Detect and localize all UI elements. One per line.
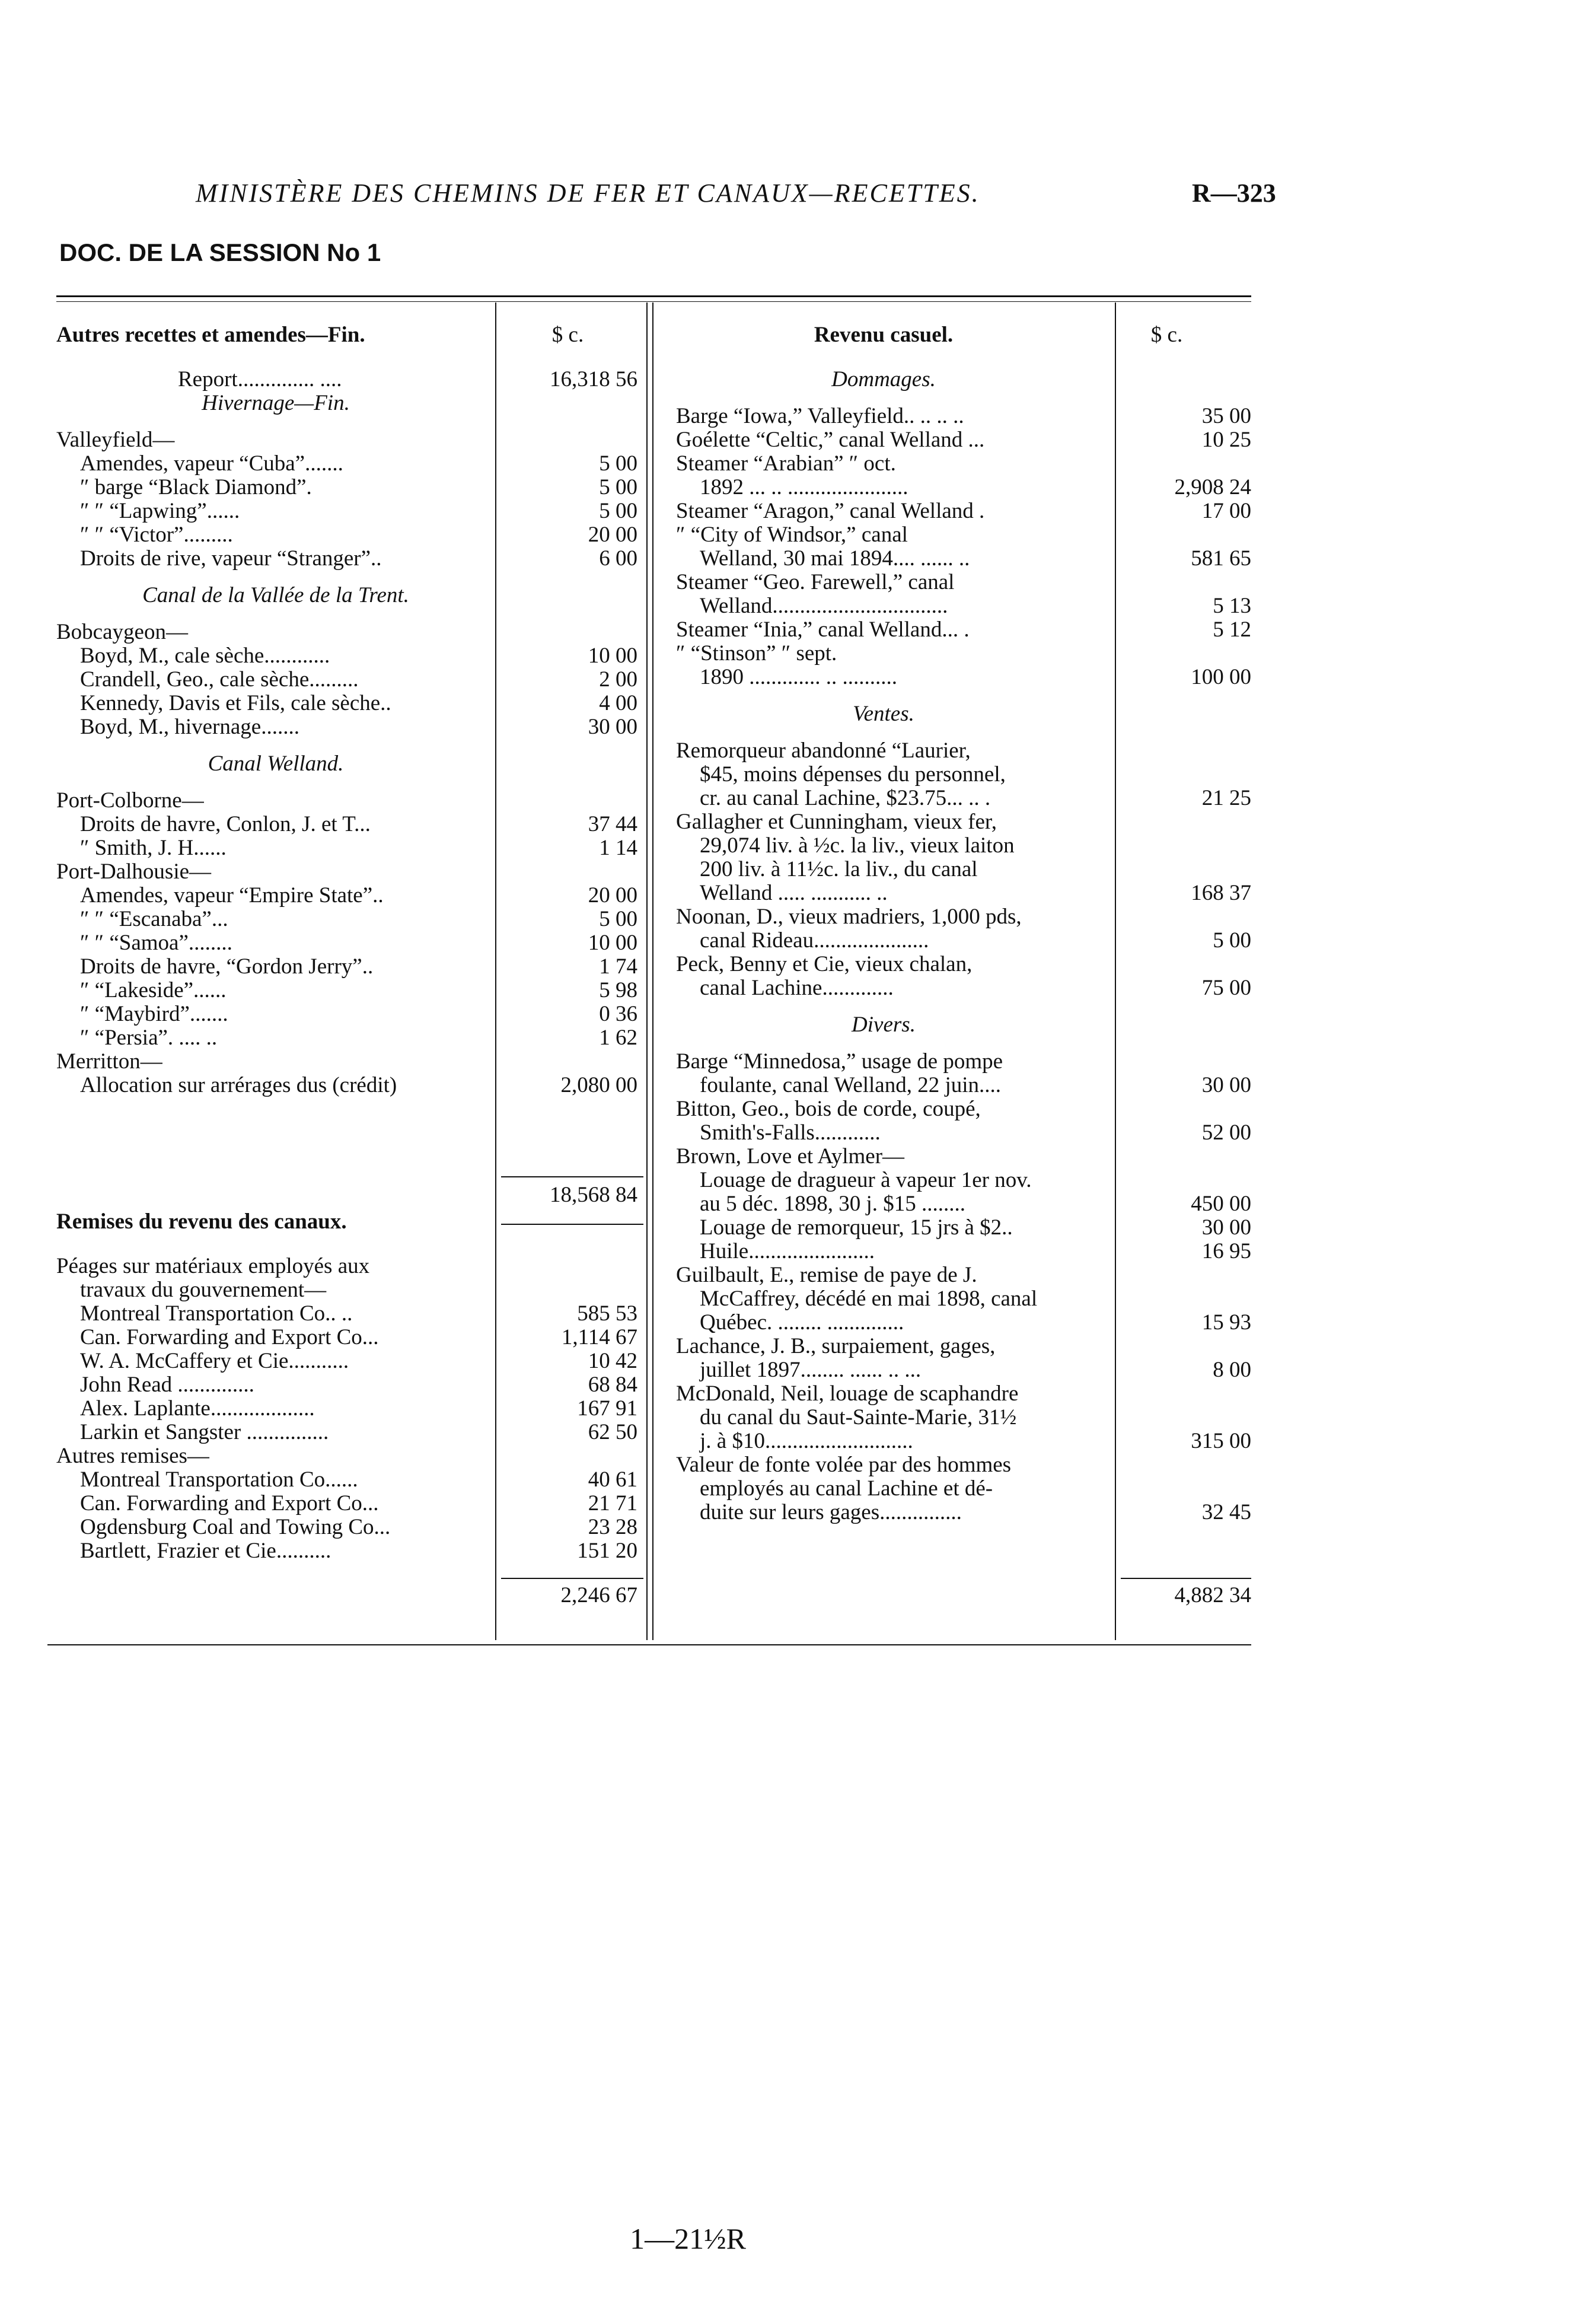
left-line2-text: Autres remises— <box>56 1444 209 1468</box>
right-line-amount: 100 00 <box>1191 665 1251 689</box>
right-line-amount: 52 00 <box>1201 1120 1251 1145</box>
left-line-amount: 16,318 56 <box>550 367 637 391</box>
left-line-text: Boyd, M., hivernage....... <box>80 715 299 739</box>
right-line-text: Bitton, Geo., bois de corde, coupé, <box>676 1097 981 1121</box>
right-line-text: $45, moins dépenses du personnel, <box>700 762 1006 787</box>
left-total: 2,246 67 <box>560 1583 637 1607</box>
right-line-amount: 75 00 <box>1201 976 1251 1000</box>
page-number: R—323 <box>1192 179 1276 208</box>
right-total-rule <box>1121 1578 1251 1579</box>
left-line2-text: Larkin et Sangster ............... <box>80 1420 329 1444</box>
left-line2-amount: 10 42 <box>588 1349 637 1373</box>
left-line2-amount: 62 50 <box>588 1420 637 1444</box>
left-amount-separator <box>495 303 496 1640</box>
left-line-text: Crandell, Geo., cale sèche......... <box>80 667 359 692</box>
left-subtotal-rule <box>501 1176 643 1177</box>
right-line-text: 200 liv. à 11½c. la liv., du canal <box>700 857 978 881</box>
right-line-text: Ventes. <box>853 702 914 726</box>
center-separator-2 <box>652 303 653 1640</box>
footer-signature: 1—21½R <box>630 2222 746 2255</box>
left-line2-amount: 167 91 <box>577 1396 637 1421</box>
right-line-amount: 450 00 <box>1191 1192 1251 1216</box>
left-line-text: Kennedy, Davis et Fils, cale sèche.. <box>80 691 391 715</box>
left-line-amount: 6 00 <box>599 546 637 571</box>
right-line-amount: 5 00 <box>1213 928 1251 953</box>
left-line-text: Droits de havre, Conlon, J. et T... <box>80 812 371 836</box>
left-line-text: Bobcaygeon— <box>56 620 188 644</box>
left-line2-text: Ogdensburg Coal and Towing Co... <box>80 1515 391 1539</box>
left-line-text: ″ Smith, J. H...... <box>80 836 227 860</box>
right-line-text: Huile....................... <box>700 1239 875 1263</box>
right-currency: $ c. <box>1150 323 1183 347</box>
right-line-text: au 5 déc. 1898, 30 j. $15 ........ <box>700 1192 966 1216</box>
left-line2-amount: 585 53 <box>577 1301 637 1326</box>
left-line-amount: 20 00 <box>588 523 637 547</box>
right-line-amount: 2,908 24 <box>1174 475 1251 499</box>
left-line2-text: Péages sur matériaux employés aux <box>56 1254 370 1278</box>
left-line-text: Boyd, M., cale sèche............ <box>80 644 330 668</box>
left-line-amount: 5 00 <box>599 475 637 499</box>
right-line-text: Steamer “Inia,” canal Welland... . <box>676 617 970 642</box>
left-line-text: Amendes, vapeur “Cuba”....... <box>80 451 343 476</box>
left-line-text: ″ ″ “Victor”......... <box>80 523 233 547</box>
left-line2-text: John Read .............. <box>80 1373 254 1397</box>
left-line-text: ″ ″ “Lapwing”...... <box>80 499 240 523</box>
right-line-text: ″ “City of Windsor,” canal <box>676 523 908 547</box>
right-line-text: Steamer “Aragon,” canal Welland . <box>676 499 985 523</box>
left-line2-amount: 1,114 67 <box>561 1325 637 1349</box>
doc-session-label: DOC. DE LA SESSION No 1 <box>59 238 381 266</box>
right-line-text: Noonan, D., vieux madriers, 1,000 pds, <box>676 905 1022 929</box>
left-section-rule <box>501 1224 643 1225</box>
right-line-text: du canal du Saut-Sainte-Marie, 31½ <box>700 1405 1017 1430</box>
left-heading: Autres recettes et amendes—Fin. <box>56 323 365 347</box>
left-line-text: ″ ″ “Escanaba”... <box>80 907 228 931</box>
right-line-text: canal Rideau..................... <box>700 928 929 953</box>
right-line-text: Barge “Minnedosa,” usage de pompe <box>676 1049 1003 1074</box>
page-title: MINISTÈRE DES CHEMINS DE FER ET CANAUX—RECETTES. <box>196 179 980 208</box>
left-line-text: Valleyfield— <box>56 428 175 452</box>
right-line-amount: 15 93 <box>1201 1310 1251 1335</box>
right-line-amount: 581 65 <box>1191 546 1251 571</box>
right-line-amount: 5 13 <box>1213 594 1251 618</box>
left-line-text: Port-Dalhousie— <box>56 859 212 884</box>
right-line-text: Dommages. <box>831 367 936 391</box>
left-line-text: Droits de havre, “Gordon Jerry”.. <box>80 954 374 979</box>
right-line-text: Brown, Love et Aylmer— <box>676 1144 905 1169</box>
right-line-text: Valeur de fonte volée par des hommes <box>676 1453 1012 1477</box>
right-line-text: Gallagher et Cunningham, vieux fer, <box>676 810 997 834</box>
right-line-text: cr. au canal Lachine, $23.75... .. . <box>700 786 991 810</box>
right-line-amount: 30 00 <box>1201 1215 1251 1240</box>
right-line-text: 29,074 liv. à ½c. la liv., vieux laiton <box>700 833 1015 858</box>
left-line2-amount: 68 84 <box>588 1373 637 1397</box>
left-line-amount: 5 00 <box>599 451 637 476</box>
right-heading: Revenu casuel. <box>814 323 954 347</box>
right-line-text: foulante, canal Welland, 22 juin.... <box>700 1073 1002 1097</box>
right-line-amount: 30 00 <box>1201 1073 1251 1097</box>
right-line-text: Steamer “Geo. Farewell,” canal <box>676 570 955 594</box>
right-total: 4,882 34 <box>1174 1583 1251 1607</box>
left-currency: $ c. <box>551 323 584 347</box>
left-line-amount: 5 00 <box>599 907 637 931</box>
right-line-amount: 168 37 <box>1191 881 1251 905</box>
right-line-amount: 17 00 <box>1201 499 1251 523</box>
left-line2-text: Can. Forwarding and Export Co... <box>80 1325 379 1349</box>
left-line2-amount: 21 71 <box>588 1491 637 1516</box>
left-line2-text: Montreal Transportation Co...... <box>80 1467 358 1492</box>
right-line-text: Welland, 30 mai 1894.... ...... .. <box>700 546 970 571</box>
left-line-amount: 4 00 <box>599 691 637 715</box>
right-line-text: Divers. <box>852 1013 916 1037</box>
left-line-amount: 20 00 <box>588 883 637 908</box>
right-line-amount: 35 00 <box>1201 404 1251 428</box>
left-line-text: ″ “Persia”. .... .. <box>80 1026 218 1050</box>
left-line-amount: 2,080 00 <box>560 1073 637 1097</box>
right-line-amount: 5 12 <box>1213 617 1251 642</box>
left-line2-text: travaux du gouvernement— <box>80 1278 327 1302</box>
right-line-text: McDonald, Neil, louage de scaphandre <box>676 1381 1019 1406</box>
right-line-amount: 32 45 <box>1201 1500 1251 1524</box>
left-line-amount: 5 00 <box>599 499 637 523</box>
right-line-text: duite sur leurs gages............... <box>700 1500 962 1524</box>
left-line-text: Droits de rive, vapeur “Stranger”.. <box>80 546 382 571</box>
left-line-text: Merritton— <box>56 1049 162 1074</box>
left-line2-text: Alex. Laplante................... <box>80 1396 315 1421</box>
right-line-text: Peck, Benny et Cie, vieux chalan, <box>676 952 973 976</box>
right-line-text: Smith's-Falls............ <box>700 1120 881 1145</box>
right-line-amount: 16 95 <box>1201 1239 1251 1263</box>
center-separator-1 <box>646 303 648 1640</box>
right-line-text: Barge “Iowa,” Valleyfield.. .. .. .. <box>676 404 964 428</box>
bottom-rule <box>47 1644 1251 1645</box>
left-line-text: ″ ″ “Samoa”........ <box>80 931 232 955</box>
left-line-text: ″ “Maybird”....... <box>80 1002 228 1026</box>
right-line-text: Steamer “Arabian” ″ oct. <box>676 451 896 476</box>
right-line-text: McCaffrey, décédé en mai 1898, canal <box>700 1287 1038 1311</box>
left-line-text: Canal de la Vallée de la Trent. <box>142 583 409 607</box>
top-rule-thin <box>56 301 1251 302</box>
right-line-text: Welland................................ <box>700 594 948 618</box>
left-line-amount: 0 36 <box>599 1002 637 1026</box>
left-line-text: Canal Welland. <box>208 752 344 776</box>
left-line-text: Port-Colborne— <box>56 788 204 813</box>
right-line-text: Goélette “Celtic,” canal Welland ... <box>676 428 985 452</box>
right-line-amount: 21 25 <box>1201 786 1251 810</box>
right-line-text: 1890 ............. .. .......... <box>700 665 897 689</box>
right-line-text: Remorqueur abandonné “Laurier, <box>676 738 971 763</box>
right-line-amount: 315 00 <box>1191 1429 1251 1453</box>
right-line-text: Lachance, J. B., surpaiement, gages, <box>676 1334 996 1358</box>
left-line-amount: 10 00 <box>588 931 637 955</box>
right-line-text: juillet 1897........ ...... .. ... <box>700 1358 922 1382</box>
right-line-text: Louage de dragueur à vapeur 1er nov. <box>700 1168 1032 1192</box>
left-line-amount: 37 44 <box>588 812 637 836</box>
right-line-text: ″ “Stinson” ″ sept. <box>676 641 837 666</box>
left-line2-amount: 151 20 <box>577 1539 637 1563</box>
left-line-text: Amendes, vapeur “Empire State”.. <box>80 883 384 908</box>
left-line-amount: 1 14 <box>599 836 637 860</box>
right-line-text: Québec. ........ .............. <box>700 1310 904 1335</box>
right-line-amount: 8 00 <box>1213 1358 1251 1382</box>
left-line-text: ″ barge “Black Diamond”. <box>80 475 312 499</box>
left-line-text: Hivernage—Fin. <box>202 391 350 415</box>
left-line2-text: Montreal Transportation Co.. .. <box>80 1301 353 1326</box>
top-rule-thick <box>56 295 1251 297</box>
right-line-text: canal Lachine............. <box>700 976 894 1000</box>
left-line-amount: 1 74 <box>599 954 637 979</box>
left-line-amount: 5 98 <box>599 978 637 1002</box>
left-line-text: ″ “Lakeside”...... <box>80 978 227 1002</box>
left-line2-text: Can. Forwarding and Export Co... <box>80 1491 379 1516</box>
left-line-amount: 2 00 <box>599 667 637 692</box>
left-line2-amount: 23 28 <box>588 1515 637 1539</box>
left-line-amount: 30 00 <box>588 715 637 739</box>
left-line-text: Allocation sur arrérages dus (crédit) <box>80 1073 397 1097</box>
left-line-amount: 1 62 <box>599 1026 637 1050</box>
right-line-text: employés au canal Lachine et dé- <box>700 1476 993 1501</box>
left-line2-text: W. A. McCaffery et Cie........... <box>80 1349 349 1373</box>
left-total-rule <box>501 1578 643 1579</box>
right-line-text: j. à $10........................... <box>700 1429 913 1453</box>
left-subtotal: 18,568 84 <box>550 1183 637 1207</box>
left-line-amount: 10 00 <box>588 644 637 668</box>
right-line-amount: 10 25 <box>1201 428 1251 452</box>
right-line-text: Guilbault, E., remise de paye de J. <box>676 1263 977 1287</box>
right-line-text: 1892 ... .. ...................... <box>700 475 908 499</box>
right-line-text: Louage de remorqueur, 15 jrs à $2.. <box>700 1215 1013 1240</box>
left-heading-2: Remises du revenu des canaux. <box>56 1209 347 1234</box>
right-line-text: Welland ..... ........... .. <box>700 881 888 905</box>
left-line-text: Report.............. .... <box>178 367 342 391</box>
left-line2-text: Bartlett, Frazier et Cie.......... <box>80 1539 331 1563</box>
left-line2-amount: 40 61 <box>588 1467 637 1492</box>
